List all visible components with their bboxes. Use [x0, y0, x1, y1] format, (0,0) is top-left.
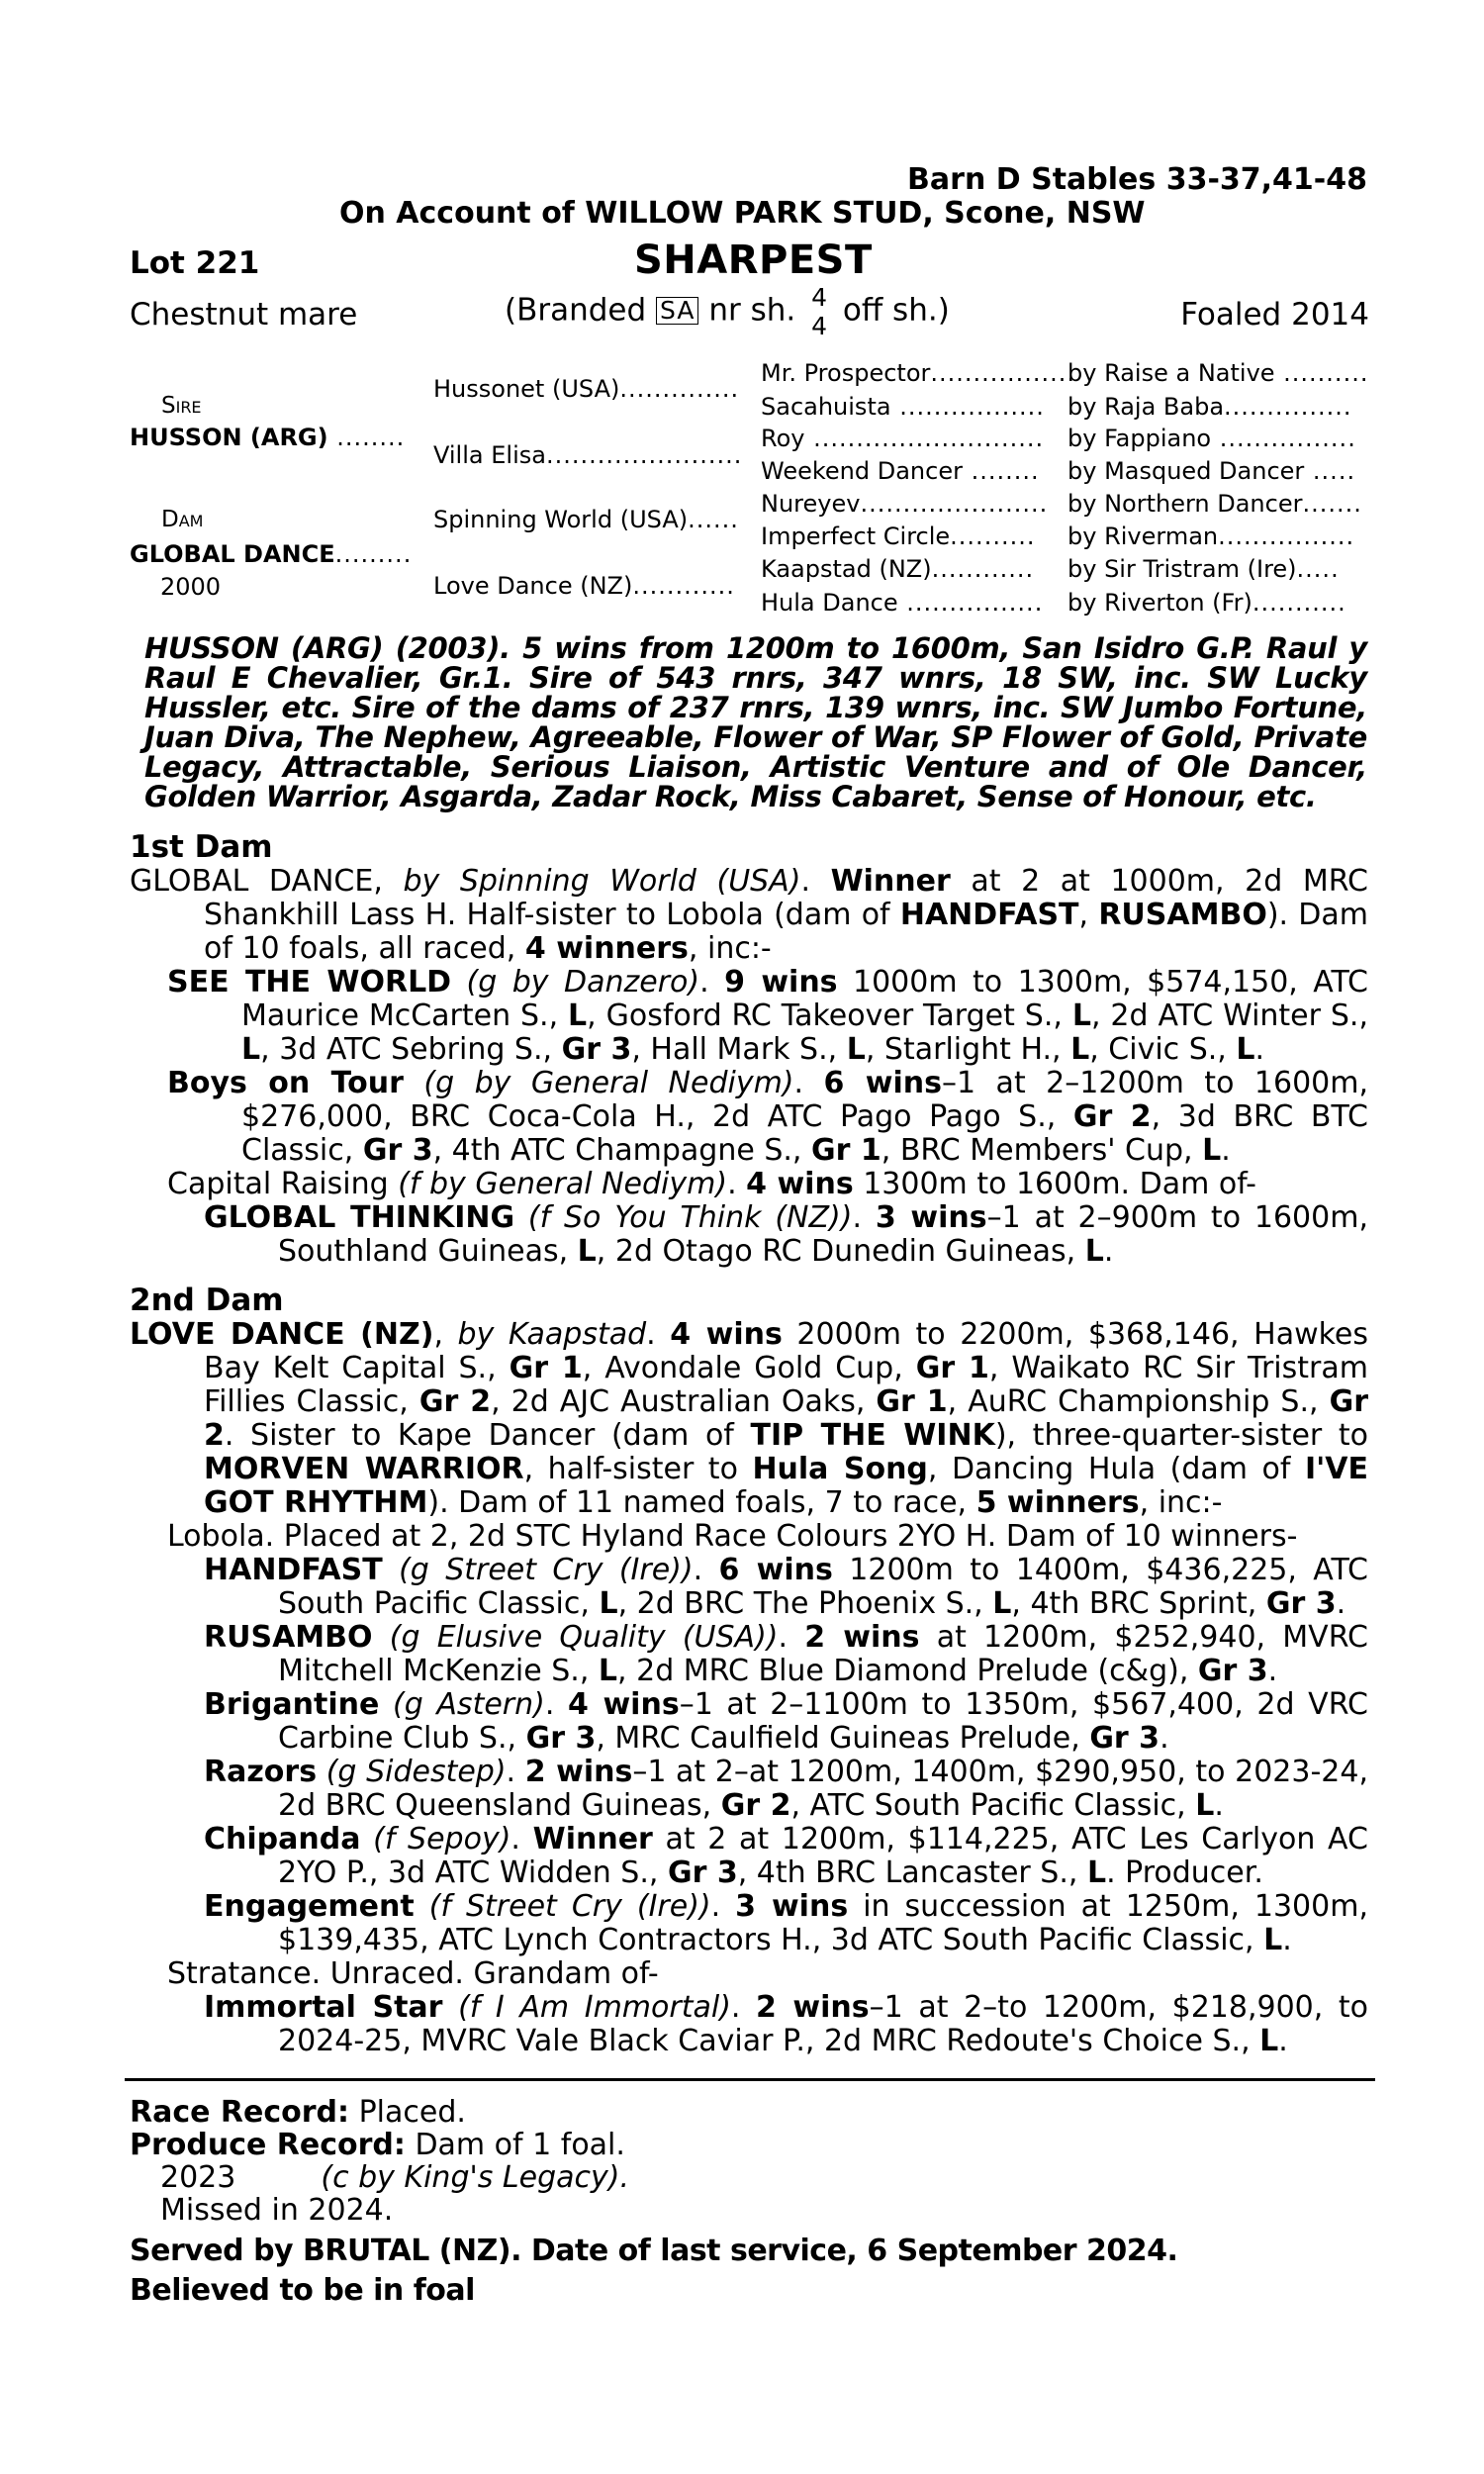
foal-2023: 2023 (c by King's Legacy).: [160, 2160, 629, 2195]
gen4-4: by Masqued Dancer .....: [1067, 457, 1356, 485]
gen4-8: by Riverton (Fr)...........: [1067, 589, 1346, 617]
gen4-1: by Raise a Native ..........: [1067, 359, 1369, 387]
foaled-year: Foaled 2014: [1180, 297, 1369, 333]
second-dam-section: [130, 1283, 1368, 2058]
progeny-boys-on-tour: Boys on Tour (g by General Nediym). 6 wins–1 at 2–1200m to 1600m, $276,000, BRC Coca-Cola H., 2d ATC Pago Pago S., Gr 2, 3d BRC BTC Classic, Gr 3, 4th ATC Champagne S., Gr 1, BRC Members' Cup, L.: [167, 1066, 1369, 1168]
progeny-razors: Razors (g Sidestep). 2 wins–1 at 2–at 1200m, 1400m, $290,950, to 2023-24, 2d BRC Queensland Guineas, Gr 2, ATC South Pacific Classic, L.: [204, 1755, 1369, 1823]
sire-sire: Hussonet (USA)..............: [433, 375, 740, 403]
second-dam-paragraph: LOVE DANCE (NZ), by Kaapstad. 4 wins 2000m to 2200m, $368,146, Hawkes Bay Kelt Capital S., Gr 1, Avondale Gold Cup, Gr 1, Waikato RC Sir Tristram Fillies Classic, Gr 2, 2d AJC Australian Oaks, Gr 1, AuRC Championship S., Gr 2. Sister to Kape Dancer (dam of TIP THE WINK), three-quarter-sister to MORVEN WARRIOR, half-sister to Hula Song, Dancing Hula (dam of I'VE GOT RHYTHM). Dam of 11 named foals, 7 to race, 5 winners, inc:-: [130, 1317, 1369, 1520]
brand-off: off sh.): [842, 292, 950, 329]
gen4-3: by Fappiano ................: [1067, 425, 1356, 452]
progeny-handfast: HANDFAST (g Street Cry (Ire)). 6 wins 1200m to 1400m, $436,225, ATC South Pacific Classic, L, 2d BRC The Phoenix S., L, 4th BRC Sprint, Gr 3.: [204, 1553, 1368, 1621]
progeny-immortal-star: Immortal Star (f I Am Immortal). 2 wins–1 at 2–to 1200m, $218,900, to 2024-25, MVRC Vale Black Caviar P., 2d MRC Redoute's Choice S., L.: [204, 1990, 1369, 2058]
barn-location: Barn D Stables 33-37,41-48: [907, 162, 1367, 197]
sire-label: Sire: [161, 393, 202, 419]
gen3-4: Weekend Dancer ........: [761, 457, 1040, 485]
progeny-engagement: Engagement (f Street Cry (Ire)). 3 wins in succession at 1250m, 1300m, $139,435, ATC Lynch Contractors H., 3d ATC South Pacific Classic, L.: [204, 1889, 1368, 1957]
gen3-5: Nureyev......................: [761, 490, 1049, 518]
brand-near: nr sh.: [708, 292, 796, 329]
first-dam-paragraph: GLOBAL DANCE, by Spinning World (USA). Winner at 2 at 1000m, 2d MRC Shankhill Lass H. Half-sister to Lobola (dam of HANDFAST, RUSAMBO). Dam of 10 foals, all raced, 4 winners, inc:-: [130, 864, 1369, 966]
missed-record: Missed in 2024.: [160, 2193, 394, 2228]
records-section: [130, 2096, 1177, 2307]
dam-name: GLOBAL DANCE: [130, 540, 335, 568]
produce-record: Produce Record: Dam of 1 foal.: [130, 2128, 625, 2162]
sire-dam: Villa Elisa.......................: [433, 441, 743, 469]
progeny-lobola: Lobola. Placed at 2, 2d STC Hyland Race Colours 2YO H. Dam of 10 winners-: [167, 1519, 1298, 1554]
dam-sire: Spinning World (USA)......: [433, 506, 739, 533]
gen4-7: by Sir Tristram (Ire).....: [1067, 555, 1340, 583]
brand-open: (Branded: [505, 292, 647, 329]
horse-name: SHARPEST: [634, 238, 873, 283]
horse-description: Chestnut mare: [130, 297, 358, 333]
progeny-brigantine: Brigantine (g Astern). 4 wins–1 at 2–1100m to 1350m, $567,400, 2d VRC Carbine Club S., Gr 3, MRC Caulfield Guineas Prelude, Gr 3.: [204, 1687, 1368, 1756]
gen4-6: by Riverman................: [1067, 523, 1355, 550]
gen3-3: Roy ...........................: [761, 425, 1045, 452]
sire-summary: HUSSON (ARG) (2003). 5 wins from 1200m to 1600m, San Isidro G.P. Raul y Raul E Chevalier, Gr.1. Sire of 543 rnrs, 347 wnrs, 18 SW, inc. SW Lucky Hussler, etc. Sire of the dams of 237 rnrs, 139 wnrs, inc. SW Jumbo Fortune, Juan Diva, The Nephew, Agreeable, Flower of War, SP Flower of Gold, Private Legacy, Attractable, Serious Liaison, Artistic Venture and of Ole Dancer, Golden Warrior, Asgarda, Zadar Rock, Miss Cabaret, Sense of Honour, etc.: [144, 631, 1367, 813]
gen3-8: Hula Dance ................: [761, 589, 1044, 617]
gen3-2: Sacahuista .................: [761, 393, 1045, 421]
dam-entry: GLOBAL DANCE.........: [130, 540, 413, 568]
dam-dam: Love Dance (NZ)............: [433, 572, 735, 600]
gen3-1: Mr. Prospector.................: [761, 359, 1076, 387]
first-dam-heading: 1st Dam: [130, 829, 273, 865]
progeny-capital-raising: Capital Raising (f by General Nediym). 4 wins 1300m to 1600m. Dam of-: [167, 1167, 1256, 1201]
gen4-5: by Northern Dancer.......: [1067, 490, 1362, 518]
sire-entry: HUSSON (ARG) ........: [130, 424, 406, 451]
gen4-2: by Raja Baba...............: [1067, 393, 1352, 421]
section-divider: [125, 2078, 1375, 2081]
lot-number: Lot 221: [130, 245, 260, 281]
in-foal-status: Believed to be in foal: [130, 2273, 475, 2308]
progeny-chipanda: Chipanda (f Sepoy). Winner at 2 at 1200m, $114,225, ATC Les Carlyon AC 2YO P., 3d ATC Widden S., Gr 3, 4th BRC Lancaster S., L. Producer.: [204, 1822, 1368, 1890]
first-dam-section: [130, 829, 1368, 1269]
brand-fraction: [811, 283, 827, 340]
vendor-account: On Account of WILLOW PARK STUD, Scone, NSW: [339, 196, 1146, 231]
progeny-see-the-world: SEE THE WORLD (g by Danzero). 9 wins 1000m to 1300m, $574,150, ATC Maurice McCarten S., L, Gosford RC Takeover Target S., L, 2d ATC Winter S., L, 3d ATC Sebring S., Gr 3, Hall Mark S., L, Starlight H., L, Civic S., L.: [167, 965, 1369, 1067]
progeny-rusambo: RUSAMBO (g Elusive Quality (USA)). 2 wins at 1200m, $252,940, MVRC Mitchell McKenzie S., L, 2d MRC Blue Diamond Prelude (c&g), Gr 3.: [204, 1620, 1368, 1688]
brand-mark: SA: [656, 297, 698, 325]
served-by: Served by BRUTAL (NZ). Date of last service, 6 September 2024.: [130, 2234, 1178, 2268]
progeny-global-thinking: GLOBAL THINKING (f So You Think (NZ)). 3 wins–1 at 2–900m to 1600m, Southland Guineas, L, 2d Otago RC Dunedin Guineas, L.: [204, 1200, 1368, 1269]
second-dam-heading: 2nd Dam: [130, 1283, 284, 1318]
brand-num-top: 4: [811, 283, 828, 312]
progeny-stratance: Stratance. Unraced. Grandam of-: [167, 1956, 659, 1991]
sire-name: HUSSON (ARG): [130, 424, 328, 451]
brand-num-bottom: 4: [811, 312, 828, 340]
dam-foaled: 2000: [160, 573, 222, 601]
dam-label: Dam: [161, 507, 204, 532]
brand-description: [505, 283, 950, 340]
gen3-6: Imperfect Circle..........: [761, 523, 1036, 550]
race-record: Race Record: Placed.: [130, 2095, 466, 2130]
gen3-7: Kaapstad (NZ)............: [761, 555, 1035, 583]
